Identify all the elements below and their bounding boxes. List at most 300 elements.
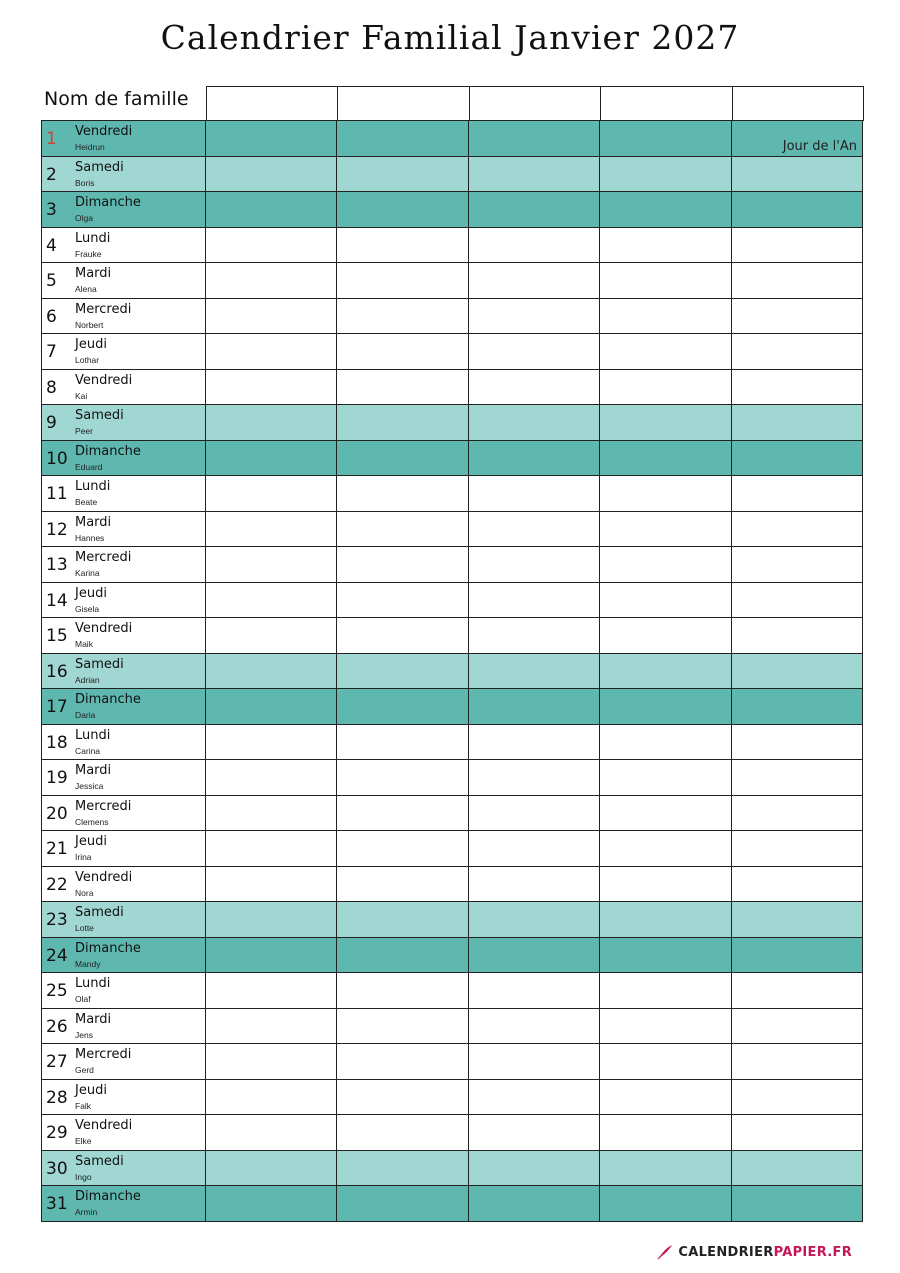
day-label-cell <box>41 1044 206 1079</box>
member-day-cell[interactable] <box>469 370 600 405</box>
member-day-cell[interactable] <box>600 121 731 156</box>
day-row <box>41 938 863 974</box>
member-day-cell[interactable] <box>732 760 863 795</box>
weekday-name: Mardi <box>75 1011 112 1027</box>
member-day-cell[interactable] <box>600 1115 731 1150</box>
member-day-cell[interactable] <box>600 1151 731 1186</box>
family-member-name-input[interactable] <box>732 86 864 121</box>
member-day-cell[interactable] <box>337 476 468 511</box>
day-row <box>41 973 863 1009</box>
member-day-cell[interactable] <box>206 760 337 795</box>
name-day: Olaf <box>75 994 91 1004</box>
member-day-cell[interactable] <box>337 1186 468 1221</box>
member-day-cell[interactable] <box>469 1080 600 1115</box>
family-member-name-input[interactable] <box>469 86 601 121</box>
member-day-cell[interactable] <box>600 441 731 476</box>
day-rows <box>41 120 863 1222</box>
name-day: Boris <box>75 177 95 188</box>
name-day: Falk <box>75 1100 92 1111</box>
day-row <box>41 192 863 228</box>
member-day-cell[interactable] <box>600 1186 731 1221</box>
name-day: Maik <box>75 639 93 649</box>
weekday-name: Samedi <box>75 159 124 175</box>
member-day-cell[interactable] <box>337 512 468 547</box>
member-day-cell[interactable] <box>206 654 337 689</box>
quill-icon <box>656 1243 674 1261</box>
weekday-name: Vendredi <box>75 124 133 139</box>
day-number: 28 <box>46 1087 68 1108</box>
member-day-cell[interactable] <box>337 1151 468 1186</box>
weekday-name: Jeudi <box>75 585 107 601</box>
day-row <box>41 654 863 690</box>
member-day-cell[interactable] <box>600 334 731 369</box>
member-day-cell[interactable] <box>732 441 863 476</box>
member-day-cell[interactable] <box>469 796 600 831</box>
weekday-name: Vendredi <box>75 372 133 388</box>
day-label-cell <box>41 902 206 937</box>
member-day-cell[interactable] <box>732 902 863 937</box>
member-day-cell[interactable] <box>206 725 337 760</box>
member-day-cell[interactable] <box>469 192 600 227</box>
day-label-cell <box>41 121 206 156</box>
member-day-cell[interactable] <box>600 299 731 334</box>
day-number: 16 <box>46 661 68 682</box>
member-day-cell[interactable] <box>206 831 337 866</box>
member-day-cell[interactable] <box>206 689 337 724</box>
member-day-cell[interactable] <box>732 725 863 760</box>
member-day-cell[interactable] <box>600 512 731 547</box>
day-label-cell <box>41 796 206 831</box>
member-day-cell[interactable] <box>337 725 468 760</box>
member-day-cell[interactable] <box>469 583 600 618</box>
day-row <box>41 157 863 193</box>
day-row <box>41 1115 863 1151</box>
weekday-name: Mardi <box>75 266 112 281</box>
member-day-cell[interactable] <box>732 618 863 653</box>
name-day: Mandy <box>75 958 101 969</box>
day-label-cell <box>41 973 206 1008</box>
day-row <box>41 299 863 335</box>
member-day-cell[interactable] <box>732 689 863 724</box>
member-day-cell[interactable] <box>206 1009 337 1044</box>
member-day-cell[interactable] <box>337 938 468 973</box>
member-day-cell[interactable] <box>469 121 600 156</box>
member-day-cell[interactable] <box>732 476 863 511</box>
member-day-cell[interactable] <box>732 547 863 582</box>
day-label-cell <box>41 689 206 724</box>
day-label-cell <box>41 725 206 760</box>
day-row <box>41 441 863 477</box>
member-day-cell[interactable] <box>337 618 468 653</box>
weekday-name: Mardi <box>75 514 112 530</box>
weekday-name: Mardi <box>75 763 112 778</box>
member-day-cell[interactable] <box>600 760 731 795</box>
member-day-cell[interactable] <box>732 157 863 192</box>
day-label-cell <box>41 583 206 618</box>
day-row <box>41 902 863 938</box>
member-day-cell[interactable] <box>469 1115 600 1150</box>
member-day-cell[interactable] <box>469 1186 600 1221</box>
member-day-cell[interactable] <box>206 583 337 618</box>
name-day: Nora <box>75 887 94 898</box>
name-day: Alena <box>75 284 97 294</box>
member-day-cell[interactable] <box>206 192 337 227</box>
member-day-cell[interactable] <box>469 547 600 582</box>
member-day-cell[interactable] <box>206 618 337 653</box>
weekday-name: Vendredi <box>75 1118 133 1133</box>
day-number: 7 <box>46 342 57 362</box>
member-day-cell[interactable] <box>206 405 337 440</box>
member-day-cell[interactable] <box>469 902 600 937</box>
weekday-name: Mercredi <box>75 798 132 814</box>
member-day-cell[interactable] <box>732 1151 863 1186</box>
weekday-name: Samedi <box>75 408 124 423</box>
member-day-cell[interactable] <box>469 867 600 902</box>
name-day: Olga <box>75 213 93 223</box>
member-day-cell[interactable] <box>206 1186 337 1221</box>
member-day-cell[interactable] <box>600 902 731 937</box>
day-row <box>41 760 863 796</box>
member-day-cell[interactable] <box>732 973 863 1008</box>
header-row <box>41 86 863 120</box>
member-day-cell[interactable] <box>206 902 337 937</box>
member-day-cell[interactable] <box>732 1186 863 1221</box>
weekday-name: Samedi <box>75 656 124 672</box>
logo-text-part2: PAPIER.FR <box>773 1244 852 1260</box>
weekday-name: Dimanche <box>75 195 141 210</box>
day-row <box>41 689 863 725</box>
member-day-cell[interactable] <box>469 476 600 511</box>
member-day-cell[interactable] <box>469 938 600 973</box>
weekday-name: Vendredi <box>75 621 133 636</box>
day-number: 23 <box>46 910 68 930</box>
day-label-cell <box>41 263 206 298</box>
name-day: Daria <box>75 710 96 720</box>
member-day-cell[interactable] <box>469 831 600 866</box>
weekday-name: Lundi <box>75 976 111 991</box>
name-day: Ingo <box>75 1171 92 1182</box>
member-day-cell[interactable] <box>206 547 337 582</box>
day-row <box>41 1080 863 1116</box>
member-day-cell[interactable] <box>600 157 731 192</box>
day-row <box>41 1151 863 1187</box>
member-day-cell[interactable] <box>600 476 731 511</box>
weekday-name: Samedi <box>75 1153 124 1169</box>
member-day-cell[interactable] <box>337 902 468 937</box>
name-day: Adrian <box>75 674 100 685</box>
member-day-cell[interactable] <box>469 334 600 369</box>
name-day: Clemens <box>75 816 109 827</box>
day-number: 12 <box>46 519 68 540</box>
day-row <box>41 725 863 761</box>
member-day-cell[interactable] <box>732 263 863 298</box>
weekday-name: Lundi <box>75 230 111 246</box>
day-number: 26 <box>46 1016 68 1037</box>
name-day: Heidrun <box>75 142 105 152</box>
name-day: Lothar <box>75 355 100 365</box>
member-day-cell[interactable] <box>337 689 468 724</box>
member-day-cell[interactable] <box>732 938 863 973</box>
member-day-cell[interactable] <box>337 1080 468 1115</box>
member-day-cell[interactable] <box>732 654 863 689</box>
day-number: 18 <box>46 732 68 753</box>
member-day-cell[interactable] <box>206 228 337 263</box>
day-row <box>41 867 863 903</box>
member-day-cell[interactable] <box>337 867 468 902</box>
member-day-cell[interactable] <box>337 157 468 192</box>
day-number: 4 <box>46 235 57 256</box>
day-row <box>41 796 863 832</box>
day-number: 8 <box>46 377 57 398</box>
family-member-name-input[interactable] <box>600 86 732 121</box>
member-day-cell[interactable] <box>600 1044 731 1079</box>
member-day-cell[interactable] <box>469 689 600 724</box>
day-number: 14 <box>46 590 68 611</box>
member-day-cell[interactable] <box>600 725 731 760</box>
day-number: 25 <box>46 981 68 1001</box>
member-day-cell[interactable] <box>206 299 337 334</box>
member-day-cell[interactable] <box>206 476 337 511</box>
holiday-label: Jour de l'An <box>782 138 857 154</box>
member-day-cell[interactable] <box>337 760 468 795</box>
day-number: 2 <box>46 164 57 185</box>
member-day-cell[interactable] <box>732 867 863 902</box>
name-day: Jens <box>75 1029 93 1040</box>
member-day-cell[interactable] <box>469 263 600 298</box>
day-label-cell <box>41 831 206 866</box>
day-number: 19 <box>46 768 68 788</box>
day-number: 29 <box>46 1123 68 1143</box>
member-day-cell[interactable] <box>732 831 863 866</box>
day-label-cell <box>41 547 206 582</box>
day-row <box>41 618 863 654</box>
member-day-cell[interactable] <box>337 1044 468 1079</box>
day-row <box>41 583 863 619</box>
day-label-cell <box>41 760 206 795</box>
member-day-cell[interactable] <box>732 121 863 156</box>
name-day: Lotte <box>75 923 94 933</box>
member-day-cell[interactable] <box>337 1009 468 1044</box>
weekday-name: Lundi <box>75 727 111 743</box>
name-day: Frauke <box>75 248 102 259</box>
site-logo <box>656 1243 852 1261</box>
name-day: Hannes <box>75 532 105 543</box>
day-number: 30 <box>46 1158 68 1179</box>
name-day: Norbert <box>75 319 104 330</box>
day-number: 10 <box>46 448 68 469</box>
member-day-cell[interactable] <box>337 1115 468 1150</box>
member-day-cell[interactable] <box>337 299 468 334</box>
day-number: 22 <box>46 874 68 895</box>
member-day-cell[interactable] <box>337 441 468 476</box>
weekday-name: Vendredi <box>75 869 133 885</box>
member-day-cell[interactable] <box>206 263 337 298</box>
member-day-cell[interactable] <box>732 228 863 263</box>
member-day-cell[interactable] <box>732 583 863 618</box>
member-day-cell[interactable] <box>337 334 468 369</box>
member-day-cell[interactable] <box>206 1080 337 1115</box>
weekday-name: Samedi <box>75 905 124 920</box>
member-day-cell[interactable] <box>600 228 731 263</box>
day-row <box>41 370 863 406</box>
member-day-cell[interactable] <box>469 1151 600 1186</box>
name-day: Peer <box>75 426 93 436</box>
member-day-cell[interactable] <box>337 831 468 866</box>
logo-text-part1: CALENDRIER <box>678 1244 774 1260</box>
member-day-cell[interactable] <box>469 618 600 653</box>
member-day-cell[interactable] <box>206 334 337 369</box>
day-number: 21 <box>46 839 68 859</box>
day-number: 9 <box>46 413 57 433</box>
day-number: 15 <box>46 626 68 646</box>
member-day-cell[interactable] <box>732 334 863 369</box>
member-day-cell[interactable] <box>469 512 600 547</box>
member-day-cell[interactable] <box>206 1115 337 1150</box>
member-day-cell[interactable] <box>469 228 600 263</box>
member-day-cell[interactable] <box>600 1080 731 1115</box>
name-day: Gisela <box>75 603 100 614</box>
day-label-cell <box>41 192 206 227</box>
day-number: 20 <box>46 803 68 824</box>
member-day-cell[interactable] <box>600 654 731 689</box>
member-day-cell[interactable] <box>732 1009 863 1044</box>
name-day: Elke <box>75 1136 92 1146</box>
day-label-cell <box>41 334 206 369</box>
member-day-cell[interactable] <box>732 1115 863 1150</box>
member-day-cell[interactable] <box>469 725 600 760</box>
member-day-cell[interactable] <box>337 583 468 618</box>
name-day: Gerd <box>75 1065 94 1075</box>
day-number: 17 <box>46 697 68 717</box>
member-day-cell[interactable] <box>732 1080 863 1115</box>
member-day-cell[interactable] <box>600 547 731 582</box>
family-name-label: Nom de famille <box>44 88 189 110</box>
day-row <box>41 121 863 157</box>
day-row <box>41 512 863 548</box>
member-day-cell[interactable] <box>600 796 731 831</box>
weekday-name: Dimanche <box>75 692 141 707</box>
member-day-cell[interactable] <box>206 973 337 1008</box>
member-day-cell[interactable] <box>337 973 468 1008</box>
day-number: 31 <box>46 1194 68 1214</box>
member-day-cell[interactable] <box>732 796 863 831</box>
member-day-cell[interactable] <box>337 192 468 227</box>
member-day-cell[interactable] <box>600 689 731 724</box>
day-number: 1 <box>46 129 57 149</box>
day-row <box>41 476 863 512</box>
member-day-cell[interactable] <box>206 121 337 156</box>
member-day-cell[interactable] <box>600 583 731 618</box>
member-day-cell[interactable] <box>337 121 468 156</box>
member-day-cell[interactable] <box>337 370 468 405</box>
member-day-cell[interactable] <box>600 938 731 973</box>
member-day-cell[interactable] <box>732 370 863 405</box>
member-day-cell[interactable] <box>206 938 337 973</box>
member-day-cell[interactable] <box>600 973 731 1008</box>
member-day-cell[interactable] <box>469 654 600 689</box>
member-day-cell[interactable] <box>206 441 337 476</box>
weekday-name: Dimanche <box>75 940 141 956</box>
member-day-cell[interactable] <box>600 1009 731 1044</box>
member-day-cell[interactable] <box>337 796 468 831</box>
weekday-name: Mercredi <box>75 301 132 317</box>
day-row <box>41 547 863 583</box>
member-day-cell[interactable] <box>206 1044 337 1079</box>
day-label-cell <box>41 370 206 405</box>
day-label-cell <box>41 1080 206 1115</box>
weekday-name: Jeudi <box>75 834 107 849</box>
family-member-name-input[interactable] <box>206 86 338 121</box>
name-day: Carina <box>75 745 101 756</box>
member-day-cell[interactable] <box>732 405 863 440</box>
day-label-cell <box>41 1151 206 1186</box>
member-day-cell[interactable] <box>600 263 731 298</box>
day-row <box>41 1009 863 1045</box>
member-day-cell[interactable] <box>469 760 600 795</box>
member-day-cell[interactable] <box>206 1151 337 1186</box>
member-day-cell[interactable] <box>337 405 468 440</box>
member-day-cell[interactable] <box>600 370 731 405</box>
member-day-cell[interactable] <box>337 654 468 689</box>
day-label-cell <box>41 157 206 192</box>
member-day-cell[interactable] <box>206 157 337 192</box>
day-number: 27 <box>46 1052 68 1072</box>
day-label-cell <box>41 654 206 689</box>
day-label-cell <box>41 1009 206 1044</box>
day-row <box>41 405 863 441</box>
member-day-cell[interactable] <box>206 512 337 547</box>
member-day-cell[interactable] <box>469 441 600 476</box>
day-label-cell <box>41 299 206 334</box>
member-day-cell[interactable] <box>337 547 468 582</box>
member-day-cell[interactable] <box>600 867 731 902</box>
name-day: Armin <box>75 1207 98 1217</box>
day-label-cell <box>41 512 206 547</box>
member-day-cell[interactable] <box>600 831 731 866</box>
member-day-cell[interactable] <box>600 405 731 440</box>
member-day-cell[interactable] <box>469 157 600 192</box>
member-day-cell[interactable] <box>206 370 337 405</box>
member-day-cell[interactable] <box>469 1044 600 1079</box>
day-number: 3 <box>46 200 57 220</box>
member-day-cell[interactable] <box>206 867 337 902</box>
weekday-name: Dimanche <box>75 1189 141 1204</box>
member-day-cell[interactable] <box>337 228 468 263</box>
page-title: Calendrier Familial Janvier 2027 <box>160 18 740 57</box>
family-member-name-input[interactable] <box>337 86 469 121</box>
day-row <box>41 1044 863 1080</box>
member-day-cell[interactable] <box>469 973 600 1008</box>
member-day-cell[interactable] <box>469 299 600 334</box>
member-day-cell[interactable] <box>337 263 468 298</box>
day-label-cell <box>41 1115 206 1150</box>
member-day-cell[interactable] <box>732 1044 863 1079</box>
member-day-cell[interactable] <box>600 618 731 653</box>
member-day-cell[interactable] <box>732 299 863 334</box>
weekday-name: Jeudi <box>75 1082 107 1098</box>
member-day-cell[interactable] <box>732 512 863 547</box>
member-day-cell[interactable] <box>469 405 600 440</box>
day-number: 5 <box>46 271 57 291</box>
member-day-cell[interactable] <box>469 1009 600 1044</box>
member-day-cell[interactable] <box>600 192 731 227</box>
day-label-cell <box>41 441 206 476</box>
name-day: Beate <box>75 497 98 507</box>
day-label-cell <box>41 405 206 440</box>
weekday-name: Mercredi <box>75 550 132 565</box>
member-day-cell[interactable] <box>732 192 863 227</box>
member-day-cell[interactable] <box>206 796 337 831</box>
